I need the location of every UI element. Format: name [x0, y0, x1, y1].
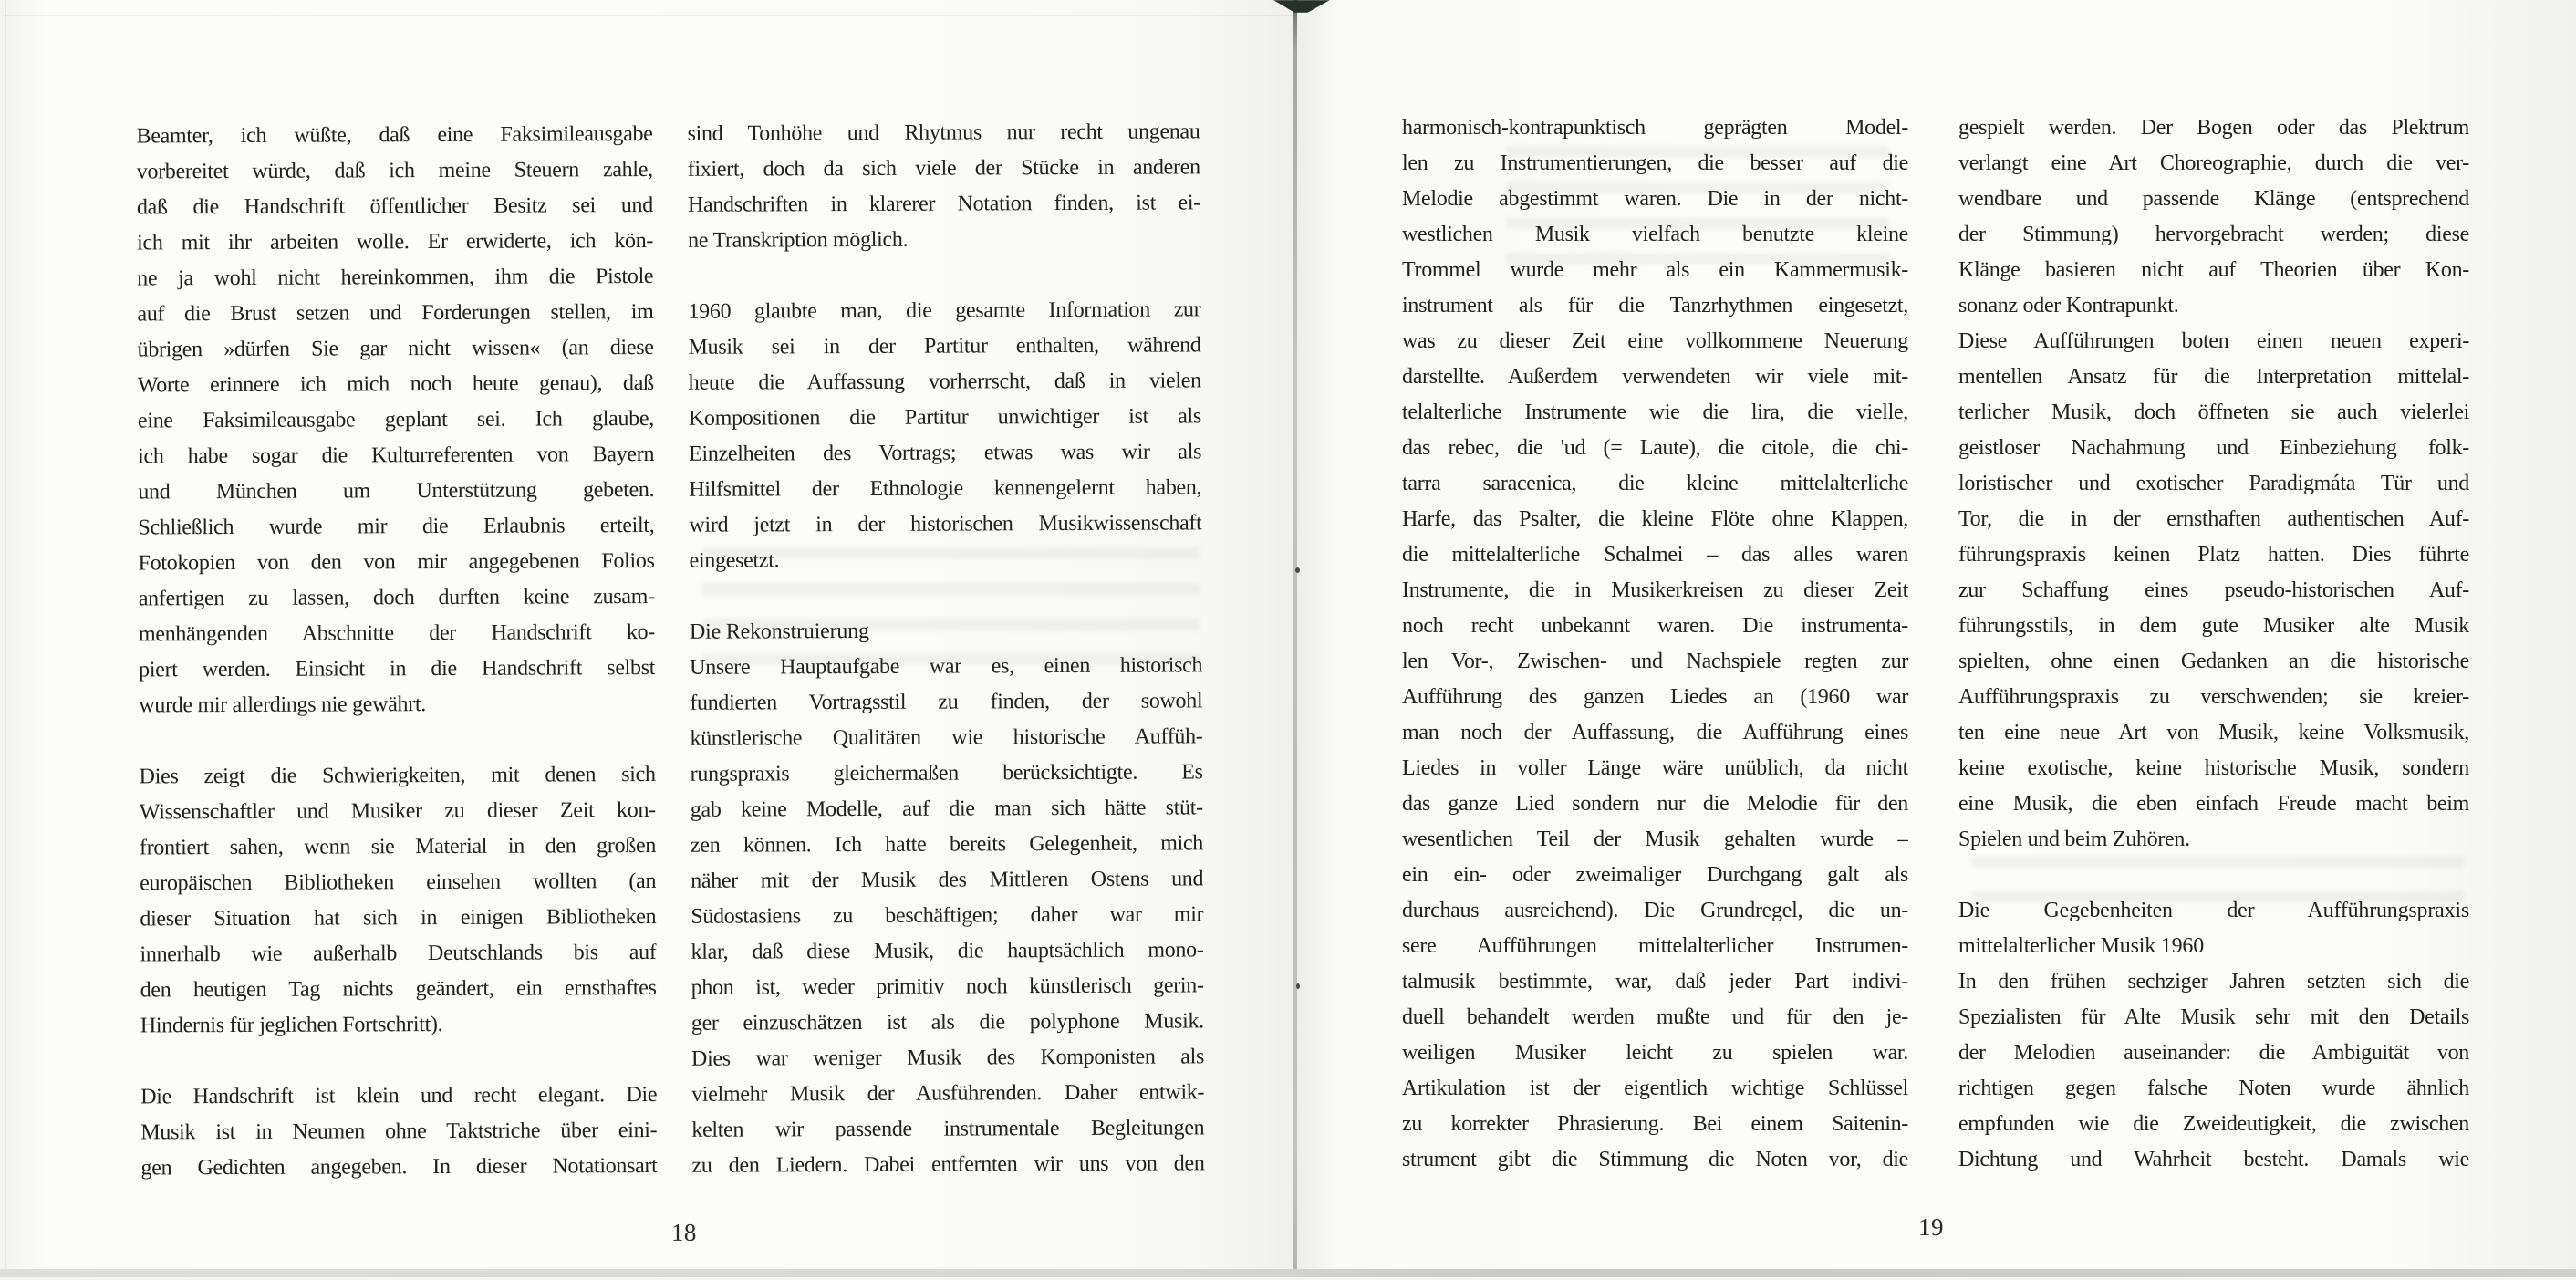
text-line: geistloser Nachahmung und Einbeziehung folk-: [1958, 436, 2469, 460]
paragraph: [1958, 964, 2469, 1178]
text-line: ein ein- oder zweimaliger Durchgang galt als: [1402, 863, 1908, 887]
text-line: rungspraxis gleichermaßen berücksichtigte. Es: [690, 760, 1203, 786]
binding-speck: [1296, 983, 1300, 989]
text-line: und München um Unterstützung gebeten.: [138, 477, 655, 505]
text-line: Dichtung und Wahrheit besteht. Damals wie: [1958, 1148, 2469, 1171]
text-line: 1960 glaubte man, die gesamte Information zur: [688, 297, 1201, 324]
text-line: Artikulation ist der eigentlich wichtige Schlüssel: [1402, 1077, 1908, 1100]
text-line: ne ja wohl nicht hereinkommen, ihm die Pistole: [137, 264, 654, 291]
text-line: talmusik bestimmte, war, daß jeder Part indivi-: [1402, 970, 1908, 994]
text-line: terlicher Musik, doch öffneten sie auch vielerlei: [1958, 401, 2469, 424]
text-line: instrument als für die Tanzrhythmen eingesetzt,: [1402, 294, 1908, 317]
text-line: klar, daß diese Musik, die hauptsächlich mono-: [691, 938, 1204, 964]
text-line: Melodie abgestimmt waren. Die in der nicht-: [1402, 187, 1908, 211]
section-heading: [1958, 893, 2469, 964]
text-line: zen können. Ich hatte bereits Gelegenheit, mich: [690, 831, 1204, 858]
text-line: phon ist, weder primitiv noch künstlerisch gerin-: [691, 973, 1204, 1000]
text-line: Hilfsmittel der Ethnologie kennengelernt haben,: [689, 475, 1202, 502]
text-line: Harfe, das Psalter, die kleine Flöte ohne Klappen,: [1402, 507, 1908, 531]
paragraph-gap: [139, 722, 655, 759]
text-line: Schließlich wurde mir die Erlaubnis erteilt,: [138, 513, 655, 540]
text-line: künstlerische Qualitäten wie historische Auffüh-: [690, 724, 1203, 751]
text-line: den heutigen Tag nichts geändert, ein ernsthaftes: [140, 975, 657, 1003]
paragraph: [690, 648, 1205, 1183]
page-right: [1296, 0, 2576, 1277]
paragraph: [1958, 324, 2469, 858]
text-line: richtigen gegen falsche Noten wurde ähnlich: [1958, 1077, 2469, 1100]
text-line: daß die Handschrift öffentlicher Besitz sei und: [136, 193, 653, 220]
text-line: Die Gegebenheiten der Aufführungspraxis: [1958, 899, 2469, 922]
page-number-right: 19: [1918, 1213, 1944, 1241]
text-line: europäischen Bibliotheken einsehen wollten (an: [140, 869, 657, 896]
text-line: eine Musik, die eben einfach Freude macht beim: [1958, 792, 2469, 816]
text-line: Die Rekonstruierung: [689, 619, 869, 644]
text-line: empfunden wie die Zweideutigkeit, die zwischen: [1958, 1112, 2469, 1136]
text-line: noch recht unbekannt waren. Die instrumenta-: [1402, 614, 1908, 638]
text-line: Die Handschrift ist klein und recht elegant. Die: [140, 1082, 658, 1109]
text-line: vorbereitet würde, daß ich meine Steuern zahle,: [136, 157, 653, 184]
paragraph-gap: [690, 577, 1202, 614]
text-line: In den frühen sechziger Jahren setzten sich die: [1958, 970, 2469, 994]
text-line: ne Transkription möglich.: [688, 227, 909, 253]
text-line: Hindernis für jeglichen Fortschritt).: [140, 1012, 443, 1038]
text-line: gab keine Modelle, auf die man sich hätte stüt-: [690, 796, 1203, 822]
text-line: innerhalb wie außerhalb Deutschlands bis auf: [140, 940, 657, 967]
text-line: Musik sei in der Partitur enthalten, während: [688, 333, 1201, 359]
text-line: anfertigen zu lassen, doch durften keine zusam-: [138, 584, 655, 611]
paragraph-gap: [688, 256, 1200, 294]
text-line: der Stimmung) hervorgebracht werden; diese: [1958, 223, 2469, 246]
text-line: Wissenschaftler und Musiker zu dieser Zeit kon-: [139, 797, 656, 825]
text-line: Liedes in voller Länge wäre unüblich, da nicht: [1402, 756, 1908, 780]
text-line: man noch der Auffassung, die Aufführung eines: [1402, 721, 1908, 744]
text-line: verlangt eine Art Choreographie, durch die ver-: [1958, 151, 2469, 175]
text-line: keine exotische, keine historische Musik, sondern: [1958, 756, 2469, 780]
text-line: Instrumente, die in Musikerkreisen zu dieser Zeit: [1402, 578, 1908, 602]
text-line: zu korrekter Phrasierung. Bei einem Saitenin-: [1402, 1112, 1908, 1136]
text-line: loristischer und exotischer Paradigmáta Tür und: [1958, 472, 2469, 495]
text-column-1: [137, 117, 658, 1186]
text-line: wendbare und passende Klänge (entsprechend: [1958, 187, 2469, 211]
text-line: das ganze Lied sondern nur die Melodie für den: [1402, 792, 1908, 816]
text-line: heute die Auffassung vorherrscht, daß in vielen: [688, 369, 1201, 395]
text-line: auf die Brust setzen und Forderungen stellen, im: [137, 299, 654, 327]
text-line: wesentlichen Teil der Musik gehalten wurde –: [1402, 827, 1908, 851]
text-line: Beamter, ich wüßte, daß eine Faksimileausgabe: [136, 121, 653, 149]
text-line: wird jetzt in der historischen Musikwissenschaft: [689, 511, 1202, 537]
text-line: ger einzuschätzen ist als die polyphone Musik.: [691, 1009, 1204, 1035]
text-line: durchaus ausreichend). Die Grundregel, die un-: [1402, 899, 1908, 922]
text-line: was zu dieser Zeit eine vollkommene Neuerung: [1402, 329, 1908, 353]
section-heading: [690, 612, 1202, 650]
text-line: wurde mir allerdings nie gewährt.: [139, 692, 427, 718]
text-line: menhängenden Abschnitte der Handschrift ko-: [138, 619, 656, 647]
text-line: zu den Liedern. Dabei entfernten wir uns von den: [691, 1151, 1205, 1178]
text-line: len zu Instrumentierungen, die besser auf die: [1402, 151, 1908, 175]
text-line: sere Aufführungen mittelalterlicher Instrumen-: [1402, 934, 1908, 958]
text-line: Trommel wurde mehr als ein Kammermusik-: [1402, 258, 1908, 282]
text-line: tarra saracenica, die kleine mittelalterliche: [1402, 472, 1908, 495]
text-line: harmonisch-kontrapunktisch geprägten Model-: [1402, 116, 1908, 140]
text-line: sind Tonhöhe und Rhytmus nur recht ungenau: [687, 120, 1200, 146]
text-line: das rebec, die 'ud (= Laute), die citole, die chi-: [1402, 436, 1908, 460]
text-line: ich habe sogar die Kulturreferenten von Bayern: [138, 442, 655, 469]
text-line: ten eine neue Art von Musik, keine Volksmusik,: [1958, 721, 2469, 744]
binding-gutter: [1293, 0, 1297, 1277]
paragraph: [137, 117, 656, 723]
text-line: westlichen Musik vielfach benutzte kleine: [1402, 223, 1908, 246]
text-line: mentellen Ansatz für die Interpretation mittelal-: [1958, 365, 2469, 389]
text-line: Aufführungspraxis zu verschwenden; sie kreier-: [1958, 685, 2469, 709]
text-line: weiligen Musiker leicht zu spielen war.: [1402, 1041, 1908, 1065]
binding-speck: [1295, 567, 1300, 573]
text-line: eine Faksimileausgabe geplant sei. Ich glaube,: [137, 406, 655, 433]
text-line: Südostasiens zu beschäftigen; daher war mir: [691, 902, 1204, 929]
text-line: führungspraxis keinen Platz hatten. Dies führte: [1958, 543, 2469, 567]
text-column-3: [1402, 110, 1908, 1178]
paragraph: [688, 292, 1201, 578]
text-line: Spezialisten für Alte Musik sehr mit den Details: [1958, 1005, 2469, 1029]
text-line: Klänge basieren nicht auf Theorien über Kon-: [1958, 258, 2469, 282]
text-line: strument gibt die Stimmung die Noten vor, die: [1402, 1148, 1908, 1171]
paragraph-gap: [140, 1042, 657, 1079]
text-column-2: [688, 114, 1205, 1183]
text-line: zur Schaffung eines pseudo-historischen Auf-: [1958, 578, 2469, 602]
text-line: Tor, die in der ernsthaften authentischen Auf-: [1958, 507, 2469, 531]
text-line: Dies zeigt die Schwierigkeiten, mit denen sich: [139, 762, 656, 789]
text-line: duell behandelt werden mußte und für den je-: [1402, 1005, 1908, 1029]
text-line: Unsere Hauptaufgabe war es, einen historisch: [690, 653, 1203, 680]
paragraph-gap: [1958, 858, 2469, 893]
paragraph: [140, 757, 657, 1044]
paragraph: [140, 1077, 658, 1186]
page-number-left: 18: [670, 1218, 697, 1246]
text-line: Worte erinnere ich mich noch heute genau), daß: [137, 370, 654, 398]
text-line: die mittelalterliche Schalmei – das alles waren: [1402, 543, 1908, 567]
paragraph: [1402, 110, 1908, 1178]
text-line: gespielt werden. Der Bogen oder das Plektrum: [1958, 116, 2469, 140]
text-line: Fotokopien von den von mir angegebenen Folios: [138, 548, 655, 576]
text-line: näher mit der Musik des Mittleren Ostens und: [691, 867, 1204, 893]
text-line: telalterliche Instrumente wie die lira, die vielle,: [1402, 401, 1908, 424]
text-line: piert werden. Einsicht in die Handschrift selbst: [139, 655, 656, 682]
text-line: ich mit ihr arbeiten wolle. Er erwiderte, ich kön-: [137, 228, 654, 255]
text-line: führungsstils, in dem gute Musiker alte Musik: [1958, 614, 2469, 638]
text-line: Kompositionen die Partitur unwichtiger ist als: [688, 404, 1201, 431]
text-line: frontiert sahen, wenn sie Material in den großen: [139, 833, 657, 860]
text-column-4: [1958, 110, 2469, 1178]
paragraph: [688, 114, 1201, 258]
text-line: Einzelheiten des Vortrags; etwas was wir als: [689, 440, 1202, 466]
text-line: mittelalterlicher Musik 1960: [1958, 934, 2205, 958]
text-line: dieser Situation hat sich in einigen Bibliotheken: [140, 904, 657, 931]
text-line: Dies war weniger Musik des Komponisten als: [691, 1045, 1205, 1071]
text-line: len Vor-, Zwischen- und Nachspiele regten zur: [1402, 650, 1908, 673]
text-line: Handschriften in klarerer Notation finden, ist ei-: [687, 191, 1200, 217]
text-line: der Melodien auseinander: die Ambiguität von: [1958, 1041, 2469, 1065]
text-line: fixiert, doch da sich viele der Stücke in anderen: [687, 155, 1200, 182]
text-line: spielten, ohne einen Gedanken an die historische: [1958, 650, 2469, 673]
text-line: gen Gedichten angegeben. In dieser Notationsart: [140, 1153, 658, 1181]
text-line: eingesetzt.: [689, 548, 780, 573]
scan-bottom-edge: [0, 1269, 2576, 1277]
text-line: Aufführung des ganzen Liedes an (1960 war: [1402, 685, 1908, 709]
text-line: kelten wir passende instrumentale Begleitungen: [691, 1116, 1205, 1142]
text-line: darstellte. Außerdem verwendeten wir viele mit-: [1402, 365, 1908, 389]
text-line: Spielen und beim Zuhören.: [1958, 827, 2190, 851]
paragraph: [1958, 110, 2469, 324]
text-line: sonanz oder Kontrapunkt.: [1958, 294, 2179, 317]
text-line: Musik ist in Neumen ohne Taktstriche über eini-: [140, 1118, 658, 1145]
text-line: fundierten Vortragsstil zu finden, der sowohl: [690, 689, 1203, 715]
text-line: Diese Aufführungen boten einen neuen experi-: [1958, 329, 2469, 353]
text-line: übrigen »dürfen Sie gar nicht wissen« (an diese: [137, 335, 654, 362]
text-line: vielmehr Musik der Ausführenden. Daher entwik-: [691, 1080, 1205, 1107]
